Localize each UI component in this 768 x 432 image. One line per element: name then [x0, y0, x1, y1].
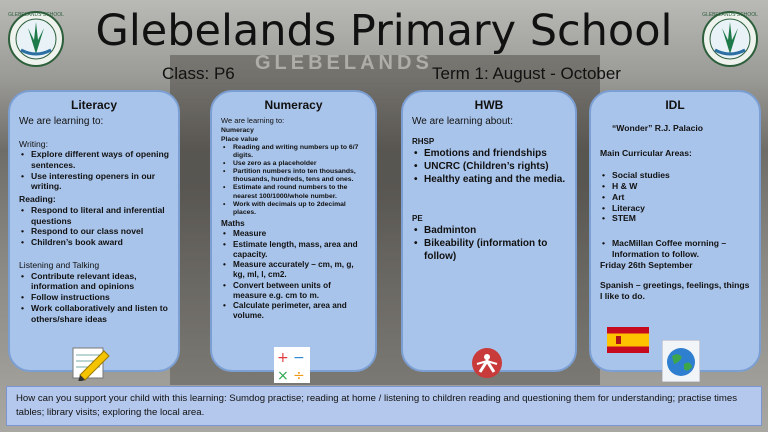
- svg-text:GLEBELANDS SCHOOL: GLEBELANDS SCHOOL: [8, 12, 64, 18]
- list-item: • H & W: [600, 181, 750, 192]
- spain-flag-icon: [607, 327, 649, 353]
- list-item: • Children’s book award: [19, 237, 169, 248]
- list-item: • Convert between units of measure e.g. cm to m.: [221, 281, 366, 302]
- rhsp-label: RHSP: [412, 136, 435, 146]
- list-item: • Measure accurately – cm, m, g, kg, ml, l, cm2.: [221, 260, 366, 281]
- list-item: • Estimate and round numbers to the nearest 100/1000/whole number.: [221, 184, 366, 200]
- list-item: • Measure: [221, 229, 366, 239]
- list-item: • STEM: [600, 213, 750, 224]
- areas-label: Main Curricular Areas:: [600, 147, 692, 158]
- numeracy-intro: We are learning to:: [221, 116, 285, 125]
- place-value-label: Place value: [221, 135, 259, 143]
- pencil-notepad-icon: [70, 345, 110, 381]
- numeracy-label: Numeracy: [221, 127, 254, 135]
- list-item: • Follow instructions: [19, 292, 169, 303]
- page-title: Glebelands Primary School: [95, 6, 673, 56]
- background-sign: GLEBELANDS: [255, 52, 433, 74]
- list-item: • Reading and writing numbers up to 6/7 digits.: [221, 144, 366, 160]
- svg-text:+: +: [277, 350, 289, 366]
- list-item: • Emotions and friendships: [412, 147, 566, 160]
- svg-text:÷: ÷: [293, 368, 305, 383]
- hwb-panel: [401, 90, 577, 372]
- svg-text:−: −: [293, 350, 305, 366]
- reading-label: Reading:: [19, 194, 56, 205]
- wellbeing-icon: [466, 347, 508, 379]
- list-item: • Literacy: [600, 203, 750, 214]
- list-item: • Work collaboratively and listen to others/share ideas: [19, 303, 169, 324]
- list-item: • Bikeability (information to follow): [412, 237, 566, 263]
- list-item: • Explore different ways of opening sentences.: [19, 149, 169, 170]
- list-item: • Respond to our class novel: [19, 226, 169, 237]
- numeracy-panel: [210, 90, 377, 372]
- math-symbols-icon: [274, 347, 310, 383]
- list-item: • Social studies: [600, 170, 750, 181]
- list-item: • Healthy eating and the media.: [412, 173, 566, 186]
- list-item: • Respond to literal and inferential questions: [19, 205, 169, 226]
- literacy-panel: [8, 90, 180, 372]
- svg-text:×: ×: [277, 368, 289, 383]
- list-item: • Use interesting openers in our writing.: [19, 171, 169, 192]
- hwb-heading: HWB: [474, 98, 504, 112]
- list-item: • Badminton: [412, 224, 566, 237]
- list-item: • Estimate length, mass, area and capacity.: [221, 240, 366, 261]
- svg-text:GLEBELANDS SCHOOL: GLEBELANDS SCHOOL: [702, 12, 758, 18]
- support-footer: How can you support your child with this learning: Sumdog practise; reading at home / listening to children reading and questioning them for understanding; practise times tables; library visits; exploring the local area.: [6, 386, 762, 426]
- list-item: • MacMillan Coffee morning – Information to follow.: [600, 238, 750, 259]
- list-item: • Calculate perimeter, area and volume.: [221, 301, 366, 322]
- maths-label: Maths: [221, 219, 245, 229]
- idl-heading: IDL: [665, 98, 685, 112]
- writing-label: Writing:: [19, 138, 48, 149]
- list-item: • Work with decimals up to 2decimal places.: [221, 201, 366, 217]
- list-item: • UNCRC (Children’s rights): [412, 160, 566, 173]
- term-label: Term 1: August - October: [432, 64, 621, 83]
- idl-novel: “Wonder” R.J. Palacio: [612, 123, 704, 133]
- list-item: • Art: [600, 192, 750, 203]
- literacy-intro: We are learning to:: [19, 116, 104, 127]
- literacy-heading: Literacy: [70, 98, 118, 112]
- list-item: • Use zero as a placeholder: [221, 160, 366, 168]
- numeracy-heading: Numeracy: [264, 98, 323, 112]
- pe-label: PE: [412, 213, 423, 223]
- class-label: Class: P6: [162, 64, 235, 83]
- list-item: • Contribute relevant ideas, information and opinions: [19, 271, 169, 292]
- hwb-intro: We are learning about:: [412, 116, 513, 127]
- listening-label: Listening and Talking: [19, 259, 100, 270]
- idl-spanish: Spanish – greetings, feelings, things I like to do.: [600, 280, 750, 302]
- coffee-date: Friday 26th September: [600, 259, 693, 270]
- list-item: • Partition numbers into ten thousands, thousands, hundreds, tens and ones.: [221, 168, 366, 184]
- globe-icon: [662, 340, 700, 382]
